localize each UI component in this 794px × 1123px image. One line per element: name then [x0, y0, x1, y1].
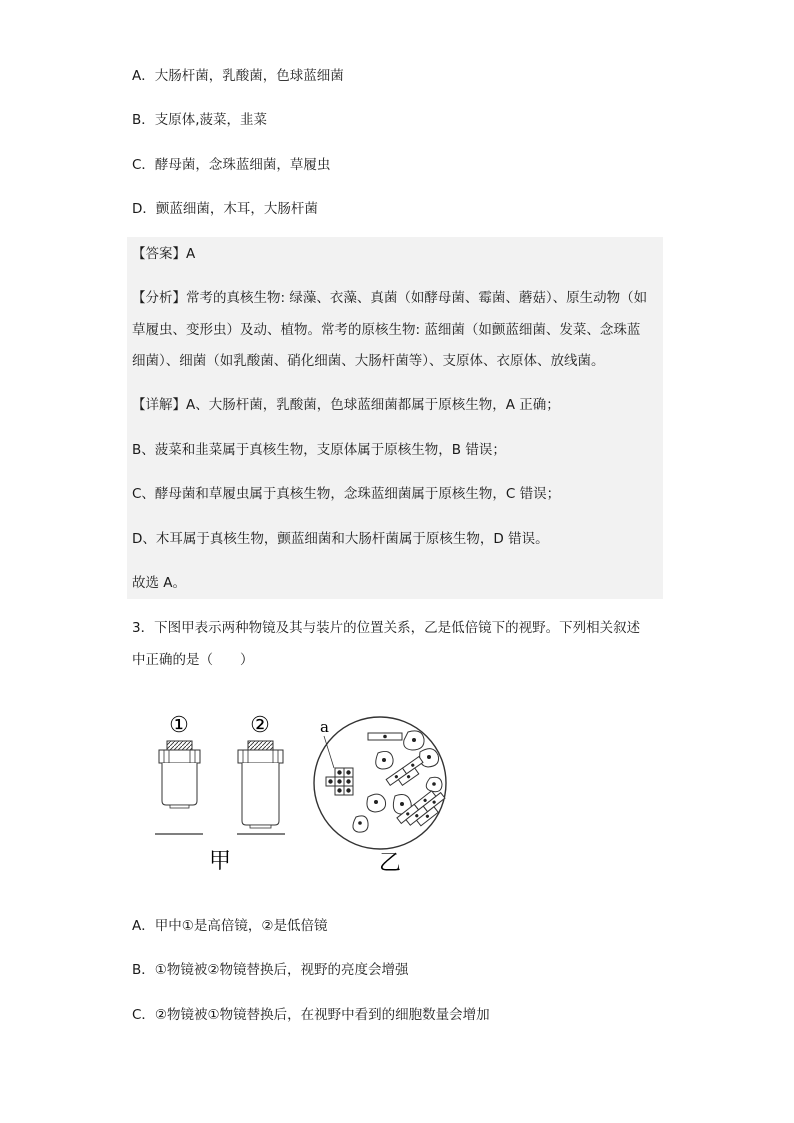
- analysis-line-1: 【分析】常考的真核生物: 绿藻、衣藻、真菌（如酵母菌、霉菌、蘑菇）、原生动物（如: [132, 290, 648, 306]
- svg-text:②: ②: [250, 713, 270, 738]
- figure-label-yi: 乙: [378, 851, 402, 876]
- detail-line-4: D、木耳属于真核生物，颤蓝细菌和大肠杆菌属于原核生物，D 错误。: [132, 531, 549, 547]
- question3-option-b: B．①物镜被②物镜替换后，视野的亮度会增强: [132, 962, 409, 978]
- objective-lens-2: [237, 713, 285, 834]
- prev-option-c: C．酵母菌，念珠蓝细菌，草履虫: [132, 157, 331, 173]
- field-of-view: [314, 717, 449, 849]
- detail-line-2: B、菠菜和韭菜属于真核生物，支原体属于原核生物，B 错误；: [132, 442, 506, 458]
- figure-label-jia: 甲: [208, 849, 232, 874]
- svg-text:①: ①: [169, 713, 189, 738]
- question3-stem-line-2: 中正确的是（ ）: [132, 652, 254, 668]
- analysis-line-2: 草履虫、变形虫）及动、植物。常考的原核生物: 蓝细菌（如颤蓝细菌、发菜、念珠蓝: [132, 322, 641, 338]
- analysis-line-3: 细菌）、细菌（如乳酸菌、硝化细菌、大肠杆菌等）、支原体、衣原体、放线菌。: [132, 353, 605, 369]
- prev-option-a: A．大肠杆菌，乳酸菌，色球蓝细菌: [132, 68, 344, 84]
- detail-line-1: 【详解】A、大肠杆菌，乳酸菌，色球蓝细菌都属于原核生物，A 正确；: [132, 397, 560, 413]
- conclusion-text: 故选 A。: [132, 575, 187, 591]
- question3-option-a: A．甲中①是高倍镜，②是低倍镜: [132, 918, 328, 934]
- question3-stem-line-1: 3．下图甲表示两种物镜及其与装片的位置关系，乙是低倍镜下的视野。下列相关叙述: [132, 620, 641, 636]
- prev-option-d: D．颤蓝细菌，木耳，大肠杆菌: [132, 201, 318, 217]
- question3-option-c: C．②物镜被①物镜替换后，在视野中看到的细胞数量会增加: [132, 1007, 490, 1023]
- part-a-label: a: [320, 718, 329, 736]
- objective-lens-1: [155, 713, 203, 834]
- prev-option-b: B．支原体,菠菜，韭菜: [132, 112, 268, 128]
- answer-text: 【答案】A: [132, 246, 196, 262]
- microscope-figure: [150, 706, 470, 876]
- detail-line-3: C、酵母菌和草履虫属于真核生物，念珠蓝细菌属于原核生物，C 错误；: [132, 486, 561, 502]
